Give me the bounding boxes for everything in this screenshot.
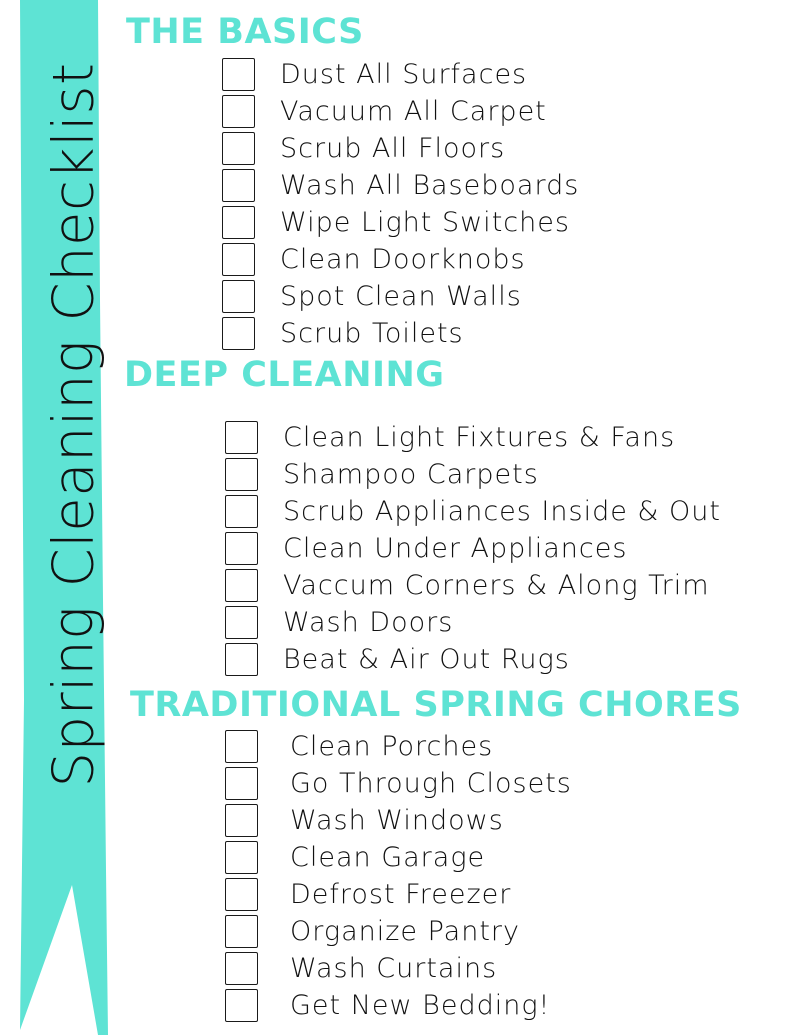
checklist-item-label: Wash Doors (283, 607, 454, 638)
checklist-item-label: Shampoo Carpets (283, 459, 539, 490)
checkbox[interactable] (225, 915, 258, 948)
checklist-item-label: Clean Light Fixtures & Fans (283, 422, 676, 453)
checklist-item-label: Go Through Closets (290, 768, 572, 799)
checklist-item-label: Scrub Toilets (280, 318, 464, 349)
checklist-item-label: Wash Windows (290, 805, 504, 836)
checkbox[interactable] (225, 952, 258, 985)
checklist-item-label: Dust All Surfaces (280, 59, 528, 90)
page-title: Spring Cleaning Checklist (41, 62, 107, 788)
checklist-item-label: Spot Clean Walls (280, 281, 522, 312)
checkbox[interactable] (225, 458, 258, 491)
checkbox[interactable] (225, 421, 258, 454)
checkbox[interactable] (225, 989, 258, 1022)
checkbox[interactable] (225, 569, 258, 602)
checkbox[interactable] (222, 95, 255, 128)
checkbox[interactable] (225, 495, 258, 528)
checkbox[interactable] (225, 532, 258, 565)
checklist-item-label: Organize Pantry (290, 916, 520, 947)
checkbox[interactable] (225, 643, 258, 676)
checklist-item-label: Beat & Air Out Rugs (283, 644, 570, 675)
checklist-item-label: Wash All Baseboards (280, 170, 580, 201)
checklist-item-label: Scrub All Floors (280, 133, 506, 164)
checkbox[interactable] (225, 841, 258, 874)
checklist-item-label: Clean Under Appliances (283, 533, 628, 564)
section-heading-deep-cleaning: DEEP CLEANING (124, 355, 445, 395)
checkbox[interactable] (222, 169, 255, 202)
checkbox[interactable] (222, 317, 255, 350)
checklist-item-label: Scrub Appliances Inside & Out (283, 496, 721, 527)
checkbox[interactable] (222, 58, 255, 91)
checkbox[interactable] (225, 767, 258, 800)
checkbox[interactable] (225, 606, 258, 639)
checklist-item-label: Wash Curtains (290, 953, 498, 984)
checklist-item-label: Vacuum All Carpet (280, 96, 547, 127)
checkbox[interactable] (222, 132, 255, 165)
checklist-item-label: Get New Bedding! (290, 990, 551, 1021)
checkbox[interactable] (225, 804, 258, 837)
checklist-item-label: Wipe Light Switches (280, 207, 570, 238)
checklist-item-label: Clean Doorknobs (280, 244, 526, 275)
section-heading-traditional-spring-chores: TRADITIONAL SPRING CHORES (130, 685, 742, 725)
checkbox[interactable] (222, 280, 255, 313)
checklist-item-label: Vaccum Corners & Along Trim (283, 570, 710, 601)
checklist-item-label: Defrost Freezer (290, 879, 512, 910)
checkbox[interactable] (225, 730, 258, 763)
checkbox[interactable] (225, 878, 258, 911)
checkbox[interactable] (222, 206, 255, 239)
checkbox[interactable] (222, 243, 255, 276)
checklist-item-label: Clean Porches (290, 731, 494, 762)
section-heading-basics: THE BASICS (126, 12, 364, 52)
checklist-item-label: Clean Garage (290, 842, 486, 873)
